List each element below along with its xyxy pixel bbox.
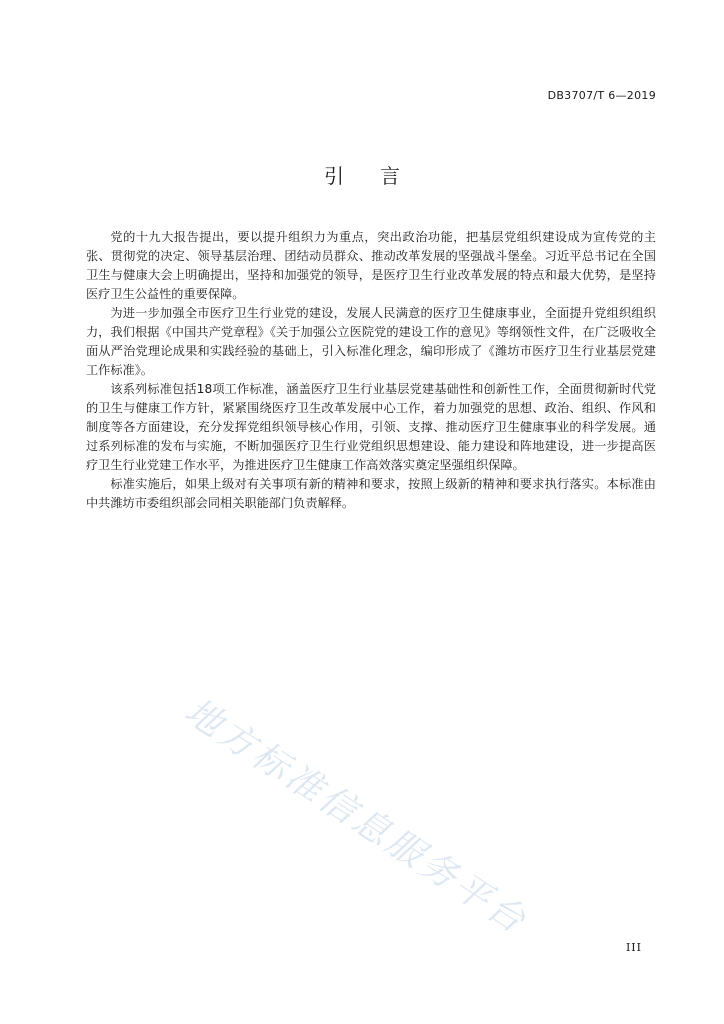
watermark: 地方标准信息服务平台 xyxy=(177,690,536,944)
paragraph: 为进一步加强全市医疗卫生行业党的建设，发展人民满意的医疗卫生健康事业，全面提升党组织组织力，我们根据《中国共产党章程》《关于加强公立医院党的建设工作的意见》等纲领性文件，在广泛吸收全面从严治党理论成果和实践经验的基础上，引入标准化理念，编印形成了《潍坊市医疗卫生行业基层党建工作标准》。 xyxy=(86,306,656,377)
paragraph: 党的十九大报告提出，要以提升组织力为重点，突出政治功能，把基层党组织建设成为宣传党的主张、贯彻党的决定、领导基层治理、团结动员群众、推动改革发展的坚强战斗堡垒。习近平总书记在全国卫生与健康大会上明确提出，坚持和加强党的领导，是医疗卫生行业改革发展的特点和最大优势，是坚持医疗卫生公益性的重要保障。 xyxy=(86,230,656,301)
paragraph: 标准实施后，如果上级对有关事项有新的精神和要求，按照上级新的精神和要求执行落实。本标准由中共潍坊市委组织部会同相关职能部门负责解释。 xyxy=(86,477,656,510)
introduction-body xyxy=(86,228,656,513)
paragraph: 该系列标准包括18项工作标准，涵盖医疗卫生行业基层党建基础性和创新性工作，全面贯彻新时代党的卫生与健康工作方针，紧紧围绕医疗卫生改革发展中心工作，着力加强党的思想、政治、组织、作风和制度等各方面建设，充分发挥党组织领导核心作用，引领、支撑、推动医疗卫生健康事业的科学发展。通过系列标准的发布与实施，不断加强医疗卫生行业党组织思想建设、能力建设和阵地建设，进一步提高医疗卫生行业党建工作水平，为推进医疗卫生健康工作高效落实奠定坚强组织保障。 xyxy=(86,382,656,472)
document-code: DB3707/T 6—2019 xyxy=(547,89,656,102)
page-number: III xyxy=(625,941,642,954)
section-title: 引言 xyxy=(324,164,436,188)
